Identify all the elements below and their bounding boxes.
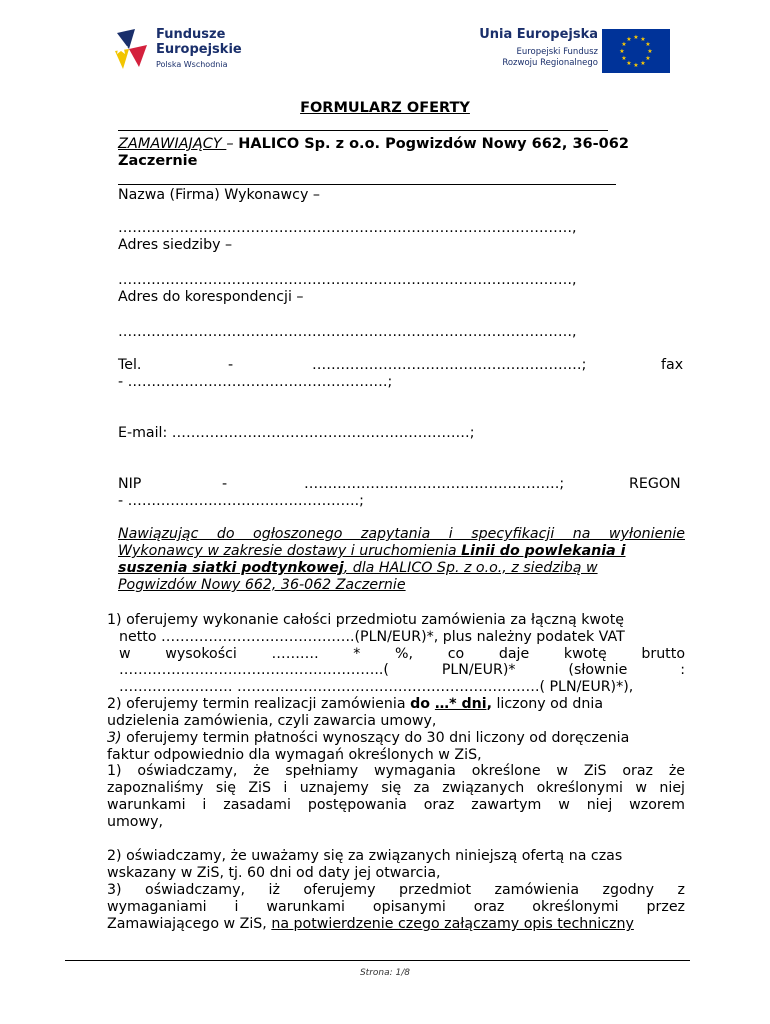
svg-text:★: ★ — [633, 34, 639, 41]
page-number: Strona: 1/8 — [359, 968, 411, 978]
intro-product-name-cont: suszenia siatki podtynkowej — [118, 560, 344, 576]
declaration-3-underlined: na potwierdzenie czego załączamy opis techniczny — [271, 916, 634, 932]
contractor-name-label: Nazwa (Firma) Wykonawcy – — [118, 187, 320, 203]
intro-line-1: Nawiązując do ogłoszonego zapytania i specyfikacji na wyłonienie — [118, 526, 685, 542]
declaration-3-text: Zamawiającego w ZiS, — [107, 916, 272, 932]
intro-product-name: Linii do powlekania i — [461, 543, 626, 559]
svg-text:★: ★ — [619, 48, 625, 55]
contractor-name-field[interactable]: ……………………………………………………………………………………, — [118, 220, 577, 236]
ue-logo-line2: Europejski Fundusz — [516, 47, 598, 57]
intro-line-3 — [118, 560, 685, 576]
intro-line-4: Pogwizdów Nowy 662, 36-062 Zaczernie — [118, 577, 406, 593]
declaration-3-line-3 — [107, 916, 634, 932]
regon-field[interactable]: - ………………………………………….; — [118, 493, 364, 509]
address-label: Adres siedziby – — [118, 237, 233, 253]
point-2-text-end: liczony od dnia — [491, 696, 604, 712]
declaration-1-line-2: zapoznaliśmy się ZiS i uznajemy się za związanych określonymi w niej — [107, 780, 685, 796]
buyer-name: HALICO Sp. z o.o. Pogwizdów Nowy 662, 36-062 — [238, 136, 629, 152]
divider — [118, 184, 616, 185]
point-2-comma: , — [486, 696, 492, 712]
point-1-line-5: …………………… ……………………………………………………….( PLN/EUR)*), — [119, 679, 634, 695]
tel-dash: - — [228, 357, 234, 373]
svg-text:★: ★ — [626, 60, 632, 67]
svg-text:★: ★ — [647, 48, 653, 55]
intro-line-3-text: , dla HALICO Sp. z o.o., z siedzibą w — [343, 560, 598, 576]
point-3-line-2: faktur odpowiednio dla wymagań określonych w ZiS, — [107, 747, 482, 763]
svg-text:★: ★ — [645, 55, 651, 62]
point-3-number: 3) — [107, 730, 122, 746]
buyer-dash: – — [226, 136, 239, 152]
svg-text:★: ★ — [621, 55, 627, 62]
point-2-line-1 — [107, 696, 603, 712]
declaration-2-line-2: wskazany w ZiS, tj. 60 dni od daty jej otwarcia, — [107, 865, 441, 881]
point-1-line-4: ………………………………………………..( PLN/EUR)* (słownie : — [119, 662, 685, 678]
nip-dash: - — [222, 476, 228, 492]
tel-field[interactable]: …………………………………………………; — [312, 357, 587, 373]
intro-line-2-text: Wykonawcy w zakresie dostawy i uruchomienia — [118, 543, 462, 559]
point-2-line-2: udzielenia zamówienia, czyli zawarcia umowy, — [107, 713, 437, 729]
ue-logo-line1: Unia Europejska — [479, 27, 598, 42]
fe-logo-line3: Polska Wschodnia — [156, 60, 228, 69]
correspondence-field[interactable]: ……………………………………………………………………………………, — [118, 324, 577, 340]
fe-logo-line1: Fundusze — [156, 27, 226, 42]
nip-label: NIP — [118, 476, 142, 492]
fundusze-europejskie-logo — [113, 27, 253, 79]
point-2-text: 2) oferujemy termin realizacji zamówienia — [107, 696, 411, 712]
point-2-do: do — [410, 696, 435, 712]
buyer-label: ZAMAWIAJĄCY — [118, 136, 227, 152]
fax-field[interactable]: - …………………………………………….…; — [118, 374, 393, 390]
point-1-line-2: netto …………………………………..(PLN/EUR)*, plus należny podatek VAT — [119, 629, 625, 645]
svg-text:★: ★ — [626, 36, 632, 43]
buyer-line-1 — [118, 136, 629, 152]
email-field[interactable]: E-mail: ………………………………………………………; — [118, 425, 475, 441]
address-field[interactable]: ……………………………………………………………………………………, — [118, 272, 577, 288]
intro-line-2 — [118, 543, 685, 559]
declaration-1-line-1: 1) oświadczamy, że spełniamy wymagania określone w ZiS oraz że — [107, 763, 685, 779]
ue-logo-line3: Rozwoju Regionalnego — [502, 58, 598, 68]
svg-text:★: ★ — [633, 62, 639, 69]
form-title: FORMULARZ OFERTY — [300, 100, 470, 116]
tel-label: Tel. — [118, 357, 142, 373]
point-1-line-3: w wysokości ………. * %, co daje kwotę brutto — [119, 646, 685, 662]
point-2-days: …* dni — [434, 696, 487, 712]
svg-text:★: ★ — [621, 41, 627, 48]
fe-logo-line2: Europejskie — [156, 42, 242, 57]
nip-field[interactable]: ………………………………………………; — [304, 476, 565, 492]
eu-flag-icon — [602, 29, 670, 73]
declaration-3-line-1: 3) oświadczamy, iż oferujemy przedmiot zamówienia zgodny z — [107, 882, 685, 898]
divider — [118, 130, 608, 131]
regon-label: REGON — [629, 476, 681, 492]
declaration-1-line-3: warunkami i zasadami postępowania oraz zawartym w niej wzorem — [107, 797, 685, 813]
unia-europejska-logo — [470, 27, 680, 77]
svg-text:★: ★ — [645, 41, 651, 48]
buyer-line-2: Zaczernie — [118, 153, 198, 169]
correspondence-label: Adres do korespondencji – — [118, 289, 304, 305]
point-3-line-1 — [107, 730, 629, 746]
fe-star-logo-icon — [113, 27, 153, 71]
fax-label: fax — [661, 357, 684, 373]
point-3-text: oferujemy termin płatności wynoszący do 30 dni liczony od doręczenia — [121, 730, 630, 746]
declaration-2-line-1: 2) oświadczamy, że uważamy się za związanych niniejszą ofertą na czas — [107, 848, 623, 864]
point-1-line-1: 1) oferujemy wykonanie całości przedmiotu zamówienia za łączną kwotę — [107, 612, 624, 628]
svg-text:★: ★ — [640, 60, 646, 67]
declaration-1-line-4: umowy, — [107, 814, 164, 830]
footer-divider — [65, 960, 690, 961]
declaration-3-line-2: wymaganiami i warunkami opisanymi oraz określonymi przez — [107, 899, 685, 915]
svg-text:★: ★ — [640, 36, 646, 43]
